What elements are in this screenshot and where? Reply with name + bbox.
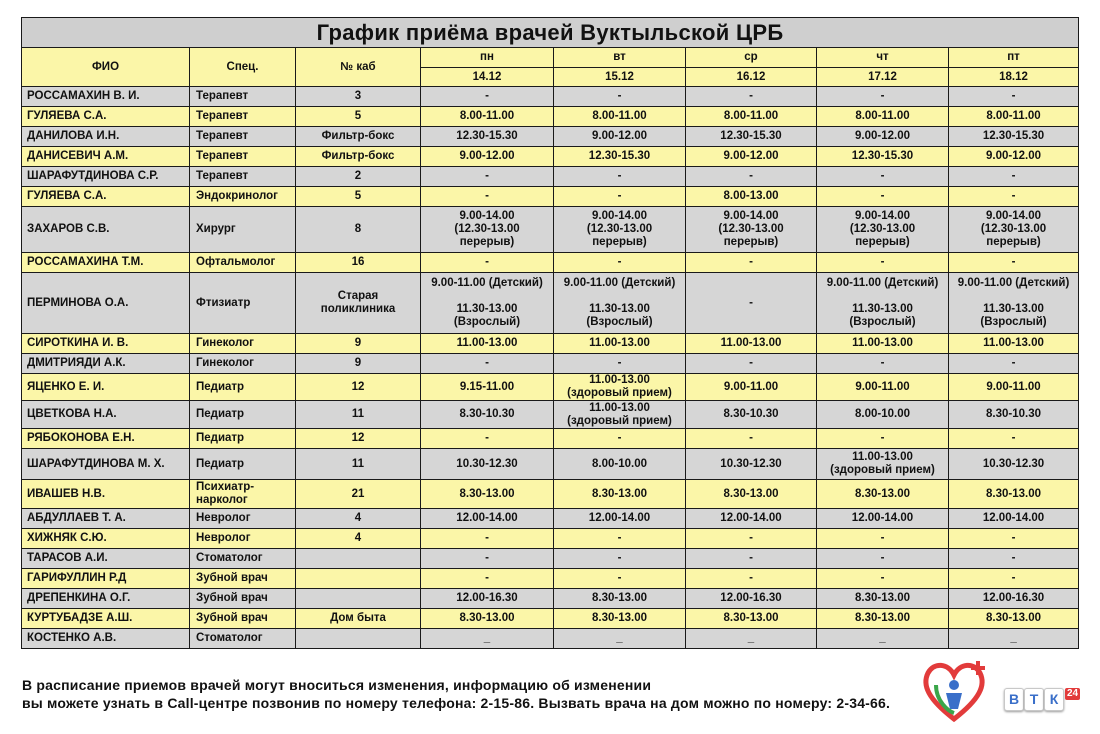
- day-schedule: 8.30-13.00: [686, 609, 817, 629]
- specialty: Терапевт: [190, 127, 296, 147]
- doctor-name: ТАРАСОВ А.И.: [22, 549, 190, 569]
- day-schedule: 11.00-13.00 (здоровый прием): [554, 401, 686, 429]
- day-schedule: 8.30-10.30: [686, 401, 817, 429]
- cabinet: 2: [296, 167, 421, 187]
- table-row: [22, 529, 1079, 549]
- specialty: Зубной врач: [190, 589, 296, 609]
- header-day: вт: [554, 48, 686, 68]
- day-schedule: -: [421, 429, 554, 449]
- doctor-name: ЦВЕТКОВА Н.А.: [22, 401, 190, 429]
- day-schedule: _: [421, 629, 554, 649]
- day-schedule: 11.00-13.00: [817, 334, 949, 354]
- schedule-table: [21, 17, 1079, 649]
- day-schedule: -: [421, 529, 554, 549]
- specialty: Офтальмолог: [190, 253, 296, 273]
- doctor-name: КОСТЕНКО А.В.: [22, 629, 190, 649]
- doctor-name: ШАРАФУТДИНОВА М. Х.: [22, 449, 190, 480]
- cabinet: 11: [296, 401, 421, 429]
- day-schedule: -: [817, 549, 949, 569]
- specialty: Педиатр: [190, 401, 296, 429]
- doctor-name: ЯЦЕНКО Е. И.: [22, 374, 190, 401]
- header-date: 16.12: [686, 68, 817, 87]
- table-row: [22, 429, 1079, 449]
- day-schedule: 11.00-13.00: [686, 334, 817, 354]
- day-schedule: -: [421, 569, 554, 589]
- plus-cross-icon: [971, 661, 985, 675]
- day-schedule: 12.00-16.30: [686, 589, 817, 609]
- day-schedule: 9.00-11.00: [686, 374, 817, 401]
- day-schedule: 12.00-16.30: [421, 589, 554, 609]
- day-schedule: 10.30-12.30: [421, 449, 554, 480]
- day-schedule: 8.00-10.00: [554, 449, 686, 480]
- day-schedule: 8.30-13.00: [817, 480, 949, 509]
- specialty: Психиатр- нарколог: [190, 480, 296, 509]
- day-schedule: 9.00-11.00 (Детский) 11.30-13.00 (Взрослый): [949, 273, 1079, 334]
- day-schedule: _: [686, 629, 817, 649]
- day-schedule: 8.00-10.00: [817, 401, 949, 429]
- specialty: Педиатр: [190, 429, 296, 449]
- day-schedule: 8.30-13.00: [554, 609, 686, 629]
- day-schedule: 9.00-12.00: [686, 147, 817, 167]
- day-schedule: -: [949, 429, 1079, 449]
- day-schedule: -: [554, 529, 686, 549]
- day-schedule: 12.30-15.30: [817, 147, 949, 167]
- day-schedule: 8.30-10.30: [949, 401, 1079, 429]
- cabinet: 4: [296, 509, 421, 529]
- day-schedule: -: [949, 187, 1079, 207]
- table-row: [22, 449, 1079, 480]
- cabinet: 5: [296, 107, 421, 127]
- day-schedule: 8.30-13.00: [817, 609, 949, 629]
- day-schedule: -: [949, 354, 1079, 374]
- cabinet: 9: [296, 354, 421, 374]
- cabinet: [296, 549, 421, 569]
- specialty: Терапевт: [190, 87, 296, 107]
- doctor-name: ПЕРМИНОВА О.А.: [22, 273, 190, 334]
- day-schedule: 8.00-11.00: [817, 107, 949, 127]
- day-schedule: 12.00-14.00: [949, 509, 1079, 529]
- day-schedule: 12.30-15.30: [554, 147, 686, 167]
- day-schedule: 8.00-11.00: [554, 107, 686, 127]
- day-schedule: -: [421, 549, 554, 569]
- table-row: [22, 589, 1079, 609]
- specialty: Стоматолог: [190, 629, 296, 649]
- day-schedule: -: [817, 87, 949, 107]
- cabinet: Дом быта: [296, 609, 421, 629]
- cabinet: [296, 589, 421, 609]
- doctor-name: ГУЛЯЕВА С.А.: [22, 187, 190, 207]
- day-schedule: -: [949, 253, 1079, 273]
- day-schedule: 12.00-14.00: [817, 509, 949, 529]
- day-schedule: -: [817, 253, 949, 273]
- header-date: 17.12: [817, 68, 949, 87]
- day-schedule: 8.00-11.00: [949, 107, 1079, 127]
- day-schedule: -: [686, 167, 817, 187]
- specialty: Педиатр: [190, 374, 296, 401]
- figure-body-icon: [946, 693, 962, 709]
- day-schedule: 9.15-11.00: [421, 374, 554, 401]
- vtk-letter: Т: [1024, 688, 1044, 711]
- day-schedule: 9.00-11.00 (Детский) 11.30-13.00 (Взрослый): [421, 273, 554, 334]
- day-schedule: -: [949, 569, 1079, 589]
- day-schedule: -: [817, 354, 949, 374]
- day-schedule: 12.30-15.30: [686, 127, 817, 147]
- day-schedule: 11.00-13.00: [421, 334, 554, 354]
- header-spec: Спец.: [190, 48, 296, 87]
- specialty: Зубной врач: [190, 569, 296, 589]
- vtk-24-badge: 24: [1067, 688, 1079, 699]
- day-schedule: -: [949, 529, 1079, 549]
- doctor-name: РЯБОКОНОВА Е.Н.: [22, 429, 190, 449]
- day-schedule: 9.00-14.00 (12.30-13.00 перерыв): [554, 207, 686, 253]
- day-schedule: 12.30-15.30: [949, 127, 1079, 147]
- specialty: Гинеколог: [190, 354, 296, 374]
- cabinet: 11: [296, 449, 421, 480]
- day-schedule: 11.00-13.00: [554, 334, 686, 354]
- header-day: чт: [817, 48, 949, 68]
- specialty: Педиатр: [190, 449, 296, 480]
- day-schedule: -: [949, 87, 1079, 107]
- day-schedule: 8.30-13.00: [817, 589, 949, 609]
- day-schedule: -: [421, 253, 554, 273]
- specialty: Терапевт: [190, 107, 296, 127]
- day-schedule: -: [817, 569, 949, 589]
- day-schedule: 9.00-14.00 (12.30-13.00 перерыв): [421, 207, 554, 253]
- day-schedule: -: [554, 549, 686, 569]
- day-schedule: 12.00-14.00: [421, 509, 554, 529]
- figure-head-icon: [949, 680, 959, 690]
- day-schedule: 8.30-13.00: [421, 480, 554, 509]
- header-day: пн: [421, 48, 554, 68]
- specialty: Зубной врач: [190, 609, 296, 629]
- cabinet: 12: [296, 429, 421, 449]
- day-schedule: 9.00-12.00: [817, 127, 949, 147]
- day-schedule: -: [554, 167, 686, 187]
- day-schedule: -: [817, 429, 949, 449]
- day-schedule: -: [949, 167, 1079, 187]
- day-schedule: 8.30-13.00: [949, 480, 1079, 509]
- table-row: [22, 609, 1079, 629]
- day-schedule: -: [554, 87, 686, 107]
- hospital-heart-logo-icon: [918, 655, 990, 727]
- table-row: [22, 480, 1079, 509]
- day-schedule: 8.30-13.00: [686, 480, 817, 509]
- day-schedule: -: [421, 167, 554, 187]
- schedule-body: [22, 87, 1079, 649]
- day-schedule: 8.30-13.00: [421, 609, 554, 629]
- header-date: 14.12: [421, 68, 554, 87]
- doctor-name: ГУЛЯЕВА С.А.: [22, 107, 190, 127]
- day-schedule: 10.30-12.30: [949, 449, 1079, 480]
- day-schedule: 9.00-14.00 (12.30-13.00 перерыв): [817, 207, 949, 253]
- day-schedule: 9.00-14.00 (12.30-13.00 перерыв): [949, 207, 1079, 253]
- specialty: Гинеколог: [190, 334, 296, 354]
- day-schedule: -: [554, 429, 686, 449]
- day-schedule: -: [686, 549, 817, 569]
- header-date: 18.12: [949, 68, 1079, 87]
- doctor-name: КУРТУБАДЗЕ А.Ш.: [22, 609, 190, 629]
- day-schedule: 10.30-12.30: [686, 449, 817, 480]
- day-schedule: 9.00-11.00: [949, 374, 1079, 401]
- vtk-logo: [1004, 688, 1080, 712]
- page-title: График приёма врачей Вуктыльской ЦРБ: [22, 18, 1079, 48]
- cabinet: Старая поликлиника: [296, 273, 421, 334]
- day-schedule: -: [554, 187, 686, 207]
- day-schedule: -: [686, 429, 817, 449]
- day-schedule: 9.00-12.00: [949, 147, 1079, 167]
- table-row: [22, 374, 1079, 401]
- table-row: [22, 334, 1079, 354]
- day-schedule: 8.00-11.00: [686, 107, 817, 127]
- specialty: Хирург: [190, 207, 296, 253]
- doctor-name: ДАНИЛОВА И.Н.: [22, 127, 190, 147]
- day-schedule: 8.30-10.30: [421, 401, 554, 429]
- table-row: [22, 127, 1079, 147]
- day-schedule: 11.00-13.00 (здоровый прием): [817, 449, 949, 480]
- cabinet: [296, 569, 421, 589]
- day-schedule: 8.30-13.00: [554, 589, 686, 609]
- day-schedule: 12.00-16.30: [949, 589, 1079, 609]
- day-schedule: -: [686, 253, 817, 273]
- footer-note: [22, 676, 902, 712]
- day-schedule: -: [817, 167, 949, 187]
- table-row: [22, 401, 1079, 429]
- header-day: ср: [686, 48, 817, 68]
- doctor-name: ГАРИФУЛЛИН Р.Д: [22, 569, 190, 589]
- day-schedule: _: [949, 629, 1079, 649]
- day-schedule: _: [554, 629, 686, 649]
- day-schedule: -: [686, 87, 817, 107]
- specialty: Эндокринолог: [190, 187, 296, 207]
- table-row: [22, 187, 1079, 207]
- doctor-name: АБДУЛЛАЕВ Т. А.: [22, 509, 190, 529]
- cabinet: 4: [296, 529, 421, 549]
- day-schedule: -: [421, 354, 554, 374]
- table-row: [22, 107, 1079, 127]
- specialty: Стоматолог: [190, 549, 296, 569]
- footer-line-1: В расписание приемов врачей могут вноситься изменения, информацию об изменении: [22, 677, 652, 693]
- table-row: [22, 549, 1079, 569]
- specialty: Невролог: [190, 509, 296, 529]
- cabinet: 9: [296, 334, 421, 354]
- table-row: [22, 354, 1079, 374]
- cabinet: 16: [296, 253, 421, 273]
- specialty: Невролог: [190, 529, 296, 549]
- day-schedule: 12.30-15.30: [421, 127, 554, 147]
- day-schedule: -: [817, 187, 949, 207]
- day-schedule: -: [554, 354, 686, 374]
- header-date: 15.12: [554, 68, 686, 87]
- day-schedule: 12.00-14.00: [554, 509, 686, 529]
- day-schedule: -: [554, 569, 686, 589]
- day-schedule: -: [817, 529, 949, 549]
- vtk-letter: В: [1004, 688, 1024, 711]
- header-day: пт: [949, 48, 1079, 68]
- cabinet: Фильтр-бокс: [296, 127, 421, 147]
- cabinet: Фильтр-бокс: [296, 147, 421, 167]
- day-schedule: 9.00-12.00: [554, 127, 686, 147]
- header-cab: № каб: [296, 48, 421, 87]
- day-schedule: 8.00-13.00: [686, 187, 817, 207]
- cabinet: 8: [296, 207, 421, 253]
- table-row: [22, 509, 1079, 529]
- doctor-name: СИРОТКИНА И. В.: [22, 334, 190, 354]
- table-row: [22, 147, 1079, 167]
- day-schedule: _: [817, 629, 949, 649]
- day-schedule: -: [686, 569, 817, 589]
- day-schedule: 8.00-11.00: [421, 107, 554, 127]
- doctor-name: РОССАМАХИНА Т.М.: [22, 253, 190, 273]
- table-row: [22, 167, 1079, 187]
- specialty: Фтизиатр: [190, 273, 296, 334]
- table-row: [22, 569, 1079, 589]
- footer-line-2: вы можете узнать в Call-центре позвонив по номеру телефона: 2-15-86. Вызвать врача на дом можно по номеру: 2-34-66.: [22, 695, 891, 711]
- day-schedule: 11.00-13.00: [949, 334, 1079, 354]
- vtk-letter: К: [1044, 688, 1064, 711]
- cabinet: [296, 629, 421, 649]
- doctor-name: ХИЖНЯК С.Ю.: [22, 529, 190, 549]
- day-schedule: -: [686, 273, 817, 334]
- day-schedule: -: [686, 529, 817, 549]
- day-schedule: -: [421, 87, 554, 107]
- table-row: [22, 87, 1079, 107]
- table-row: [22, 207, 1079, 253]
- day-schedule: 8.30-13.00: [949, 609, 1079, 629]
- table-row: [22, 253, 1079, 273]
- day-schedule: 9.00-11.00 (Детский) 11.30-13.00 (Взрослый): [817, 273, 949, 334]
- doctor-name: ИВАШЕВ Н.В.: [22, 480, 190, 509]
- day-schedule: 9.00-14.00 (12.30-13.00 перерыв): [686, 207, 817, 253]
- day-schedule: 9.00-11.00 (Детский) 11.30-13.00 (Взрослый): [554, 273, 686, 334]
- specialty: Терапевт: [190, 167, 296, 187]
- specialty: Терапевт: [190, 147, 296, 167]
- cabinet: 5: [296, 187, 421, 207]
- day-schedule: -: [554, 253, 686, 273]
- table-row: [22, 629, 1079, 649]
- day-schedule: -: [421, 187, 554, 207]
- doctor-name: РОССАМАХИН В. И.: [22, 87, 190, 107]
- day-schedule: 11.00-13.00 (здоровый прием): [554, 374, 686, 401]
- day-schedule: 9.00-11.00: [817, 374, 949, 401]
- day-schedule: -: [949, 549, 1079, 569]
- day-schedule: 12.00-14.00: [686, 509, 817, 529]
- cabinet: 12: [296, 374, 421, 401]
- day-schedule: 8.30-13.00: [554, 480, 686, 509]
- doctor-name: ДМИТРИЯДИ А.К.: [22, 354, 190, 374]
- doctor-name: ШАРАФУТДИНОВА С.Р.: [22, 167, 190, 187]
- doctor-name: ДРЕПЕНКИНА О.Г.: [22, 589, 190, 609]
- cabinet: 3: [296, 87, 421, 107]
- doctor-name: ЗАХАРОВ С.В.: [22, 207, 190, 253]
- doctor-name: ДАНИСЕВИЧ А.М.: [22, 147, 190, 167]
- table-row: [22, 273, 1079, 334]
- header-name: ФИО: [22, 48, 190, 87]
- day-schedule: -: [686, 354, 817, 374]
- day-schedule: 9.00-12.00: [421, 147, 554, 167]
- cabinet: 21: [296, 480, 421, 509]
